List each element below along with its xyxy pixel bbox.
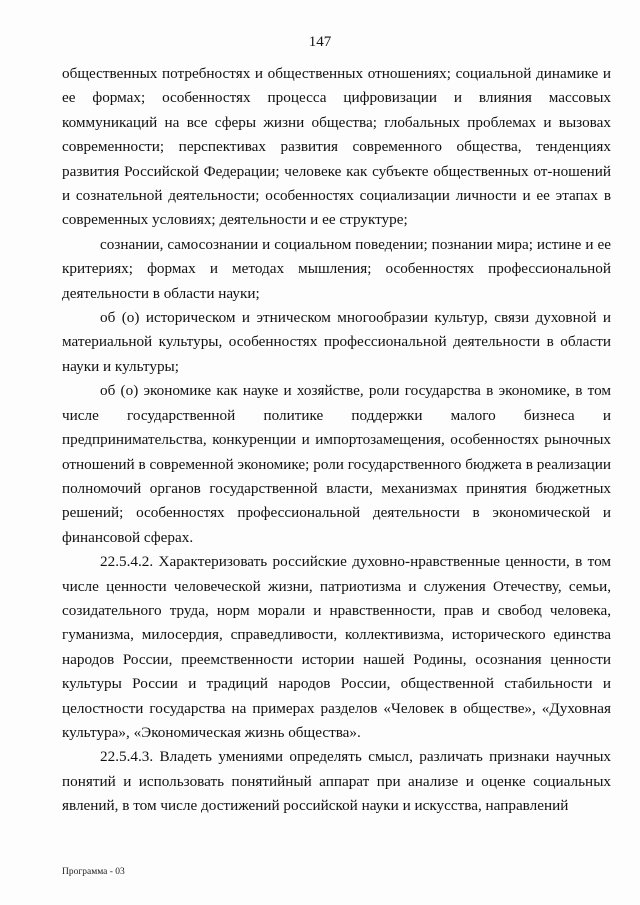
paragraph: об (о) историческом и этническом многообразии культур, связи духовной и материальной культуры, особенностях профессиональной деятельности в области науки и культуры; [62,309,611,375]
body-text [62,62,611,819]
paragraph: об (о) экономике как науке и хозяйстве, роли государства в экономике, в том числе государственной политике поддержки малого бизнеса и предпринимательства, конкуренции и импортозамещения, особенностях рыночных отношений в современной экономике; роли государственного бюджета в реализации полномочий органов государственной власти, механизмах принятия бюджетных решений; особенностях профессиональной деятельности в экономической и финансовой сферах. [62,382,611,546]
paragraph: сознании, самосознании и социальном поведении; познании мира; истине и ее критериях; формах и методах мышления; особенностях профессиональной деятельности в области науки; [62,235,611,302]
footer-label: Программа - 03 [62,867,125,877]
page-number: 147 [308,34,332,50]
paragraph: 22.5.4.3. Владеть умениями определять смысл, различать признаки научных понятий и использовать понятийный аппарат при анализе и оценке социальных явлений, в том числе достижений российской науки и искусства, направлений [62,748,611,815]
paragraph: 22.5.4.2. Характеризовать российские духовно-нравственные ценности, в том числе ценности человеческой жизни, патриотизма и служения Отечеству, семьи, созидательного труда, норм морали и нравственности, прав и свобод человека, гуманизма, милосердия, справедливости, коллективизма, исторического единства народов России, преемственности истории нашей Родины, осознания ценности культуры России и традиций народов России, общественной стабильности и целостности государства на примерах разделов «Человек в обществе», «Духовная культура», «Экономическая жизнь общества». [62,553,611,741]
paragraph: общественных потребностях и общественных отношениях; социальной динамике и ее формах; особенностях процесса цифровизации и влияния массовых коммуникаций на все сферы жизни общества; глобальных проблемах и вызовах современности; перспективах развития современного общества, тенденциях развития Российской Федерации; человеке как субъекте общественных от-ношений и сознательной деятельности; особенностях социализации личности и ее этапах в современных условиях; деятельности и ее структуре; [62,65,611,229]
